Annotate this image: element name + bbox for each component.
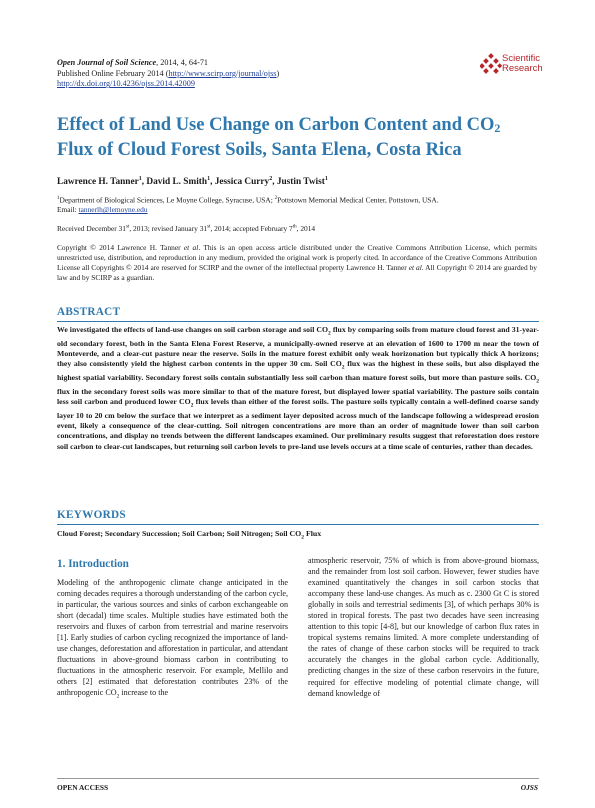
introduction-heading: 1. Introduction bbox=[57, 558, 129, 570]
logo-text: Scientific Research bbox=[502, 53, 543, 74]
journal-header bbox=[57, 58, 279, 90]
author-list: Lawrence H. Tanner$^1$, David L. Smith$^1$, Jessica Curry$^2$, Justin Twist$^1$ bbox=[57, 176, 328, 188]
doi-link[interactable]: http://dx.doi.org/10.4236/ojss.2014.42009 bbox=[57, 79, 195, 89]
footer-rule bbox=[57, 778, 539, 779]
journal-name: Open Journal of Soil Science bbox=[57, 58, 157, 67]
published-line: Published Online February 2014 (http://www.scirp.org/journal/ojss) bbox=[57, 68, 280, 78]
author-name: Jessica Curry bbox=[214, 177, 270, 188]
keywords-list: Cloud Forest; Secondary Succession; Soil Carbon; Soil Nitrogen; Soil $CO_2$ Flux bbox=[57, 529, 322, 541]
abstract-body: We investigated the effects of land-use changes on soil carbon storage and soil $CO_2$ flux by comparing soils from mature cloud forest and 31-year-old secondary forest, both in the Santa Elena Forest Reserve, a municipally-owned reserve at an elevation of 1600 to 1700 m near the town of Monteverde, and a clear-cut pasture near the reserve. Soils in the mature forest exhibit only weak horizonation but typically thick A horizons; they also consistently yield the highest carbon contents in the upper 30 cm. Soil $CO_2$ flux was the highest in these soils, but also displayed the highest spatial variability. Secondary forest soils contain substantially less soil carbon than mature forest soils, but more than pasture soils. $CO_2$ flux in the secondary forest soils was more similar to that of the mature forest, but displayed lower spatial variability. The pasture soils contain less soil carbon and produced lower $CO_2$ flux levels than either of the forest soils. The pasture soils typically contain a well-defined coarse sandy layer 10 to 20 cm below the surface that we interpret as a sediment layer deposited across much of the landscape following a widespread erosion event, likely a consequence of the clear-cutting. Soil nitrogen concentrations are more than an order of magnitude lower than soil carbon concentrations, and display no trends between the different landscapes examined. Our preliminary results suggest that reforestation does restore soil carbon to clear-cut landscapes, but returning soil carbon levels to pre-land use levels occurs at a time scale of centuries, rather than decades. bbox=[57, 325, 540, 451]
affiliations: $^1$Department of Biological Sciences, Le Moyne College, Syracuse, USA; $^2$Pottstown Memorial Medical Center, Pottstown, USA. Email: tannerlh@lemoyne.edu bbox=[57, 195, 439, 215]
footer-open-access: OPEN ACCESS bbox=[57, 783, 109, 792]
journal-citation: , 2014, 4, 64-71 bbox=[156, 58, 209, 67]
author-name: Justin Twist bbox=[276, 177, 325, 188]
copyright-notice: Copyright © 2014 Lawrence H. Tanner et al. This is an open access article distributed under the Creative Commons Attribution License, which permits unrestricted use, distribution, and reproduction in any medium, provided the original work is properly cited. In accordance of the Creative Commons Attribution License all Copyrights © 2014 are reserved for SCIRP and the owner of the intellectual property Lawrence H. Tanner et al. All Copyright © 2014 are guarded by law and by SCIRP as a guardian. bbox=[57, 243, 537, 282]
logo-mark-icon bbox=[480, 53, 502, 77]
scientific-research-logo bbox=[480, 53, 550, 81]
keywords-rule bbox=[57, 524, 539, 525]
journal-url-link[interactable]: http://www.scirp.org/journal/ojss bbox=[168, 68, 277, 78]
author-name: David L. Smith bbox=[146, 177, 208, 188]
footer-journal-abbrev: OJSS bbox=[520, 783, 538, 792]
keywords-heading: KEYWORDS bbox=[57, 509, 126, 521]
article-title: Effect of Land Use Change on Carbon Content and $CO_2$ Flux of Cloud Forest Soils, Santa Elena, Costa Rica bbox=[57, 115, 501, 160]
article-dates: Received December 31st, 2013; revised January 31st, 2014; accepted February 7th, 2014 bbox=[57, 224, 316, 233]
intro-left-column: Modeling of the anthropogenic climate change anticipated in the coming decades requires a thorough understanding of the carbon cycle, in particular, the various sources and sinks of carbon exchangeable on short (decadal) time scales. Multiple studies have estimated both the reservoirs and fluxes of carbon from terrestrial and marine reservoirs [1]. Early studies of carbon cycling recognized the importance of land-use changes, deforestation and afforestation in particular, and attendant fluctuations in above-ground biomass carbon in contributing to fluctuations in the atmospheric reservoir. For example, Mellilo and others [2] estimated that deforestation contributes 23% of the anthropogenic $CO_2$ increase to the bbox=[57, 578, 288, 701]
intro-right-column: atmospheric reservoir, 75% of which is from above-ground biomass, and the remainder from lost soil carbon. However, fewer studies have examined quantitatively the changes in soil carbon stocks that accompany these land-use changes. As much as c. 2300 Gt C is stored globally in soils and terrestrial sediments [3], of which perhaps 30% is stored in tropical forests. The past two decades have seen increasing attention to this topic [4-8], but our knowledge of carbon flux rates in tropical systems remains limited. A more complete understanding of the rates of change of these carbon stocks will be required to track accurately the changes in the global carbon cycle. Additionally, predicting changes in the size of these carbon reservoirs in the future, required for effective modeling of potential climate change, will demand knowledge of bbox=[308, 556, 539, 698]
doi-line bbox=[57, 79, 279, 90]
journal-citation-line bbox=[57, 58, 279, 69]
abstract-heading: ABSTRACT bbox=[57, 306, 121, 318]
author-name: Lawrence H. Tanner bbox=[57, 177, 139, 188]
email-link[interactable]: tannerlh@lemoyne.edu bbox=[78, 205, 148, 215]
abstract-rule bbox=[57, 321, 539, 322]
